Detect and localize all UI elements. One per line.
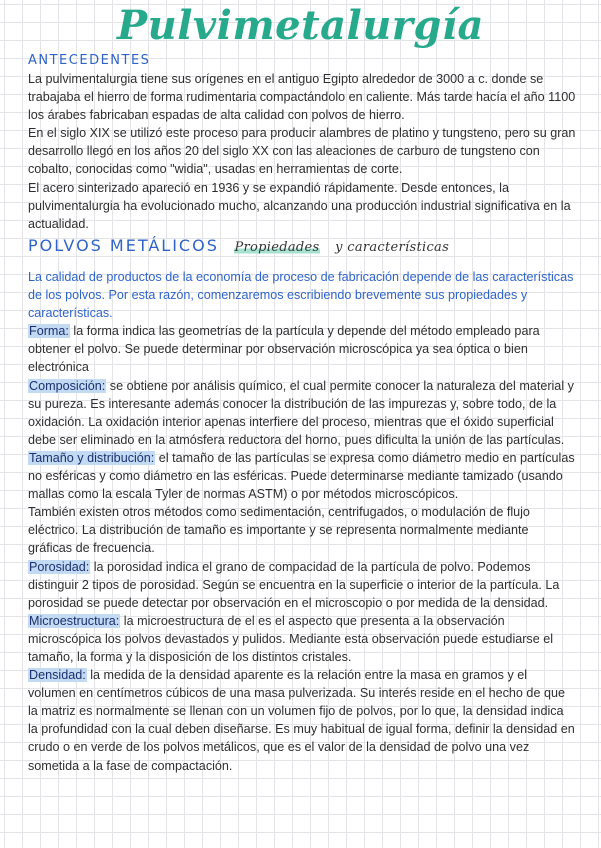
property-item (28, 322, 576, 376)
page-title: Pulvimetalurgía (117, 2, 484, 49)
antecedentes-heading: ANTECEDENTES (28, 53, 151, 68)
property-text: la medida de la densidad aparente es la relación entre la masa en gramos y el volumen en centímetros cúbicos de una masa pulverizada. Su interés reside en el hecho de que la matriz es normalmente se llenan con un volumen fijo de polvos, por lo que, la densidad indica la profundidad con la cual deben diseñarse. Es muy habitual de igual forma, definir la densidad en crudo o en verde de los polvos metálicos, que es el valor de la densidad de polvo una vez sometida a la fase de compactación. (28, 668, 575, 773)
property-text: el tamaño de las partículas se expresa como diámetro medio en partículas no esféricas y como diámetro en las esféricas. Puede determinarse mediante tamizado (usando mallas como la escala Tyler de normas ASTM) o por métodos microscópicos. (28, 450, 575, 502)
property-term: Microestructura: (29, 613, 120, 628)
polvos-body (28, 268, 576, 775)
antecedentes-body (28, 70, 576, 233)
property-term: Forma: (29, 324, 69, 339)
antecedentes-paragraph: En el siglo XIX se utilizó este proceso para producir alambres de platino y tungsteno, pero su gran desarrollo llegó en los años 20 del siglo XX con las aleaciones de carburo de tungsteno con cobalto, conocidas como "widia", usadas en herramientas de corte. (28, 126, 576, 177)
property-term: Densidad: (29, 668, 86, 683)
property-term: Porosidad: (29, 559, 90, 574)
property-text: la microestructura de el es el aspecto que presenta a la observación microscópica los polvos devastados y pulidos. Mediante esta observación puede estudiarse el tamaño, la forma y la disposición de los distintos cristales. (28, 613, 554, 664)
property-item (28, 558, 576, 612)
antecedentes-paragraph: El acero sinterizado apareció en 1936 y se expandió rápidamente. Desde entonces, la pulvimentalurgia ha evolucionado mucho, alcanzando una producción industrial significativa en la actualidad. (28, 180, 571, 231)
property-text: se obtiene por análisis químico, el cual permite conocer la naturaleza del material y su pureza. Es interesante además conocer la distribución de las impurezas y, sobre todo, de la oxidación. La oxidación interior apenas interfiere del proceso, mientras que el óxido superficial debe ser eliminado en la atmósfera reductora del horno, pues dificulta la unión de las partículas. (28, 378, 574, 447)
property-term: Tamaño y distribución: (29, 450, 155, 465)
property-item (28, 377, 576, 449)
polvos-intro: La calidad de productos de la economía de proceso de fabricación depende de las características de los polvos. Por esta razón, comenzaremos escribiendo brevemente sus propiedades y características. (28, 270, 574, 321)
polvos-heading: POLVOS METÁLICOS (28, 236, 219, 255)
property-term: Composición: (29, 378, 106, 393)
polvos-heading-row (28, 236, 449, 255)
antecedentes-paragraph: La pulvimentalurgia tiene sus orígenes en el antiguo Egipto alrededor de 3000 a c. donde se trabajaba el hierro de forma rudimentaria compactándolo en caliente. Más tarde hacía el año 1100 los árabes fabricaban espadas de alta calidad con polvos de hierro. (28, 72, 576, 123)
polvos-subheading-caracteristicas: y características (335, 240, 450, 255)
polvos-subheading-propiedades: Propiedades (234, 240, 320, 255)
property-item (28, 666, 576, 775)
property-text: la forma indica las geometrías de la partícula y depende del método empleado para obtener el polvo. Se puede determinar por observación microscópica ya sea óptica o bien electrónica (28, 324, 540, 375)
property-item (28, 449, 576, 503)
property-extra: También existen otros métodos como sedimentación, centrifugados, o modulación de flujo eléctrico. La distribución de tamaño es importante y se representa normalmente mediante gráficas de frecuencia. (28, 505, 530, 556)
property-text: la porosidad indica el grano de compacidad de la partícula de polvo. Podemos distinguir 2 tipos de porosidad. Según se encuentra en la superficie o interior de la partícula. La porosidad se puede detectar por observación en el microscopio o por medida de la densidad. (28, 559, 560, 610)
property-item (28, 612, 576, 666)
